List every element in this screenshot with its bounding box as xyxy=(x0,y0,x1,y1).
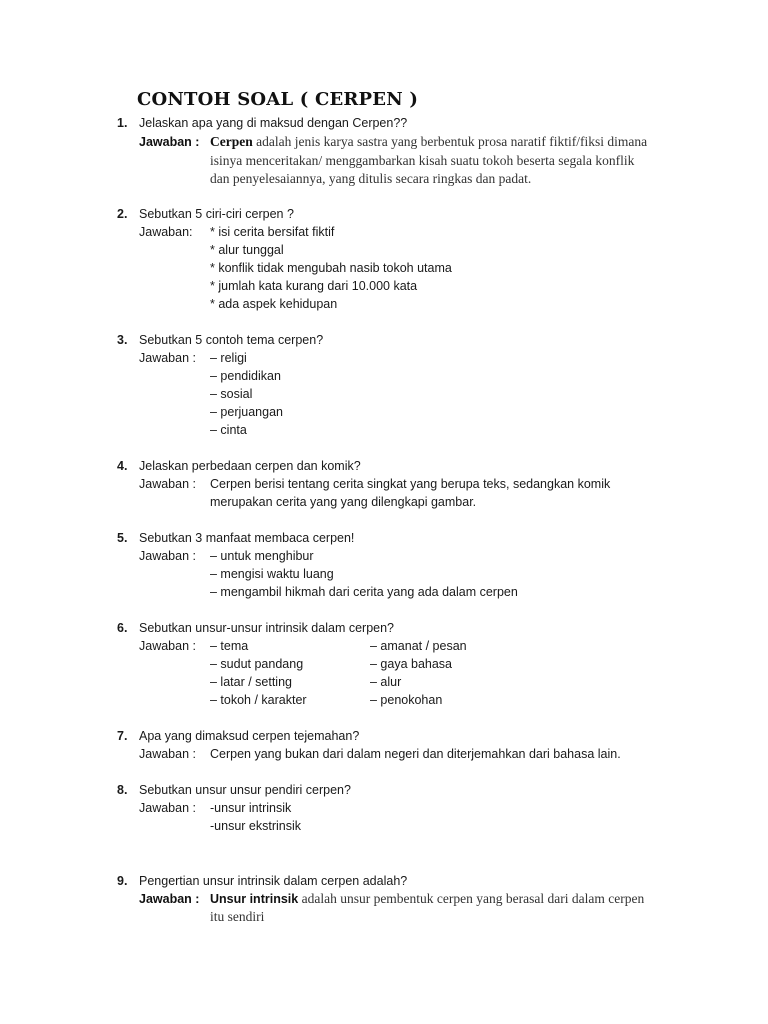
answer-item: – pendidikan xyxy=(210,369,281,383)
question-text: Jelaskan perbedaan cerpen dan komik? xyxy=(139,459,361,473)
question-number: 1. xyxy=(117,116,128,130)
answer-item: * jumlah kata kurang dari 10.000 kata xyxy=(210,279,418,293)
answer-item: – untuk menghibur xyxy=(210,549,314,563)
question-text: Jelaskan apa yang di maksud dengan Cerpen?? xyxy=(139,116,408,130)
answer-item: – mengambil hikmah dari cerita yang ada dalam cerpen xyxy=(210,585,518,599)
answer-item: – tema xyxy=(210,639,249,653)
question-number: 8. xyxy=(117,783,128,797)
answer-item: – latar / setting xyxy=(210,675,292,689)
question-number: 4. xyxy=(117,459,128,473)
answer-text xyxy=(210,891,644,907)
answer-item: * isi cerita bersifat fiktif xyxy=(210,225,335,239)
answer-line: dan penyelesaiannya, yang ditulis secara ringkas dan padat. xyxy=(210,171,532,186)
question-number: 7. xyxy=(117,729,128,743)
answer-item: – amanat / pesan xyxy=(370,639,467,653)
answer-label: Jawaban : xyxy=(139,892,200,906)
question-number: 2. xyxy=(117,207,128,221)
answer-line: merupakan cerita yang yang dilengkapi gambar. xyxy=(210,495,477,509)
question-text: Apa yang dimaksud cerpen tejemahan? xyxy=(139,729,360,743)
answer-label: Jawaban: xyxy=(139,225,193,239)
answer-label: Jawaban : xyxy=(139,477,196,491)
answer-item: – sudut pandang xyxy=(210,657,304,671)
answer-item: -unsur intrinsik xyxy=(210,801,292,815)
answer-line: Cerpen yang bukan dari dalam negeri dan diterjemahkan dari bahasa lain. xyxy=(210,747,621,761)
answer-item: -unsur ekstrinsik xyxy=(210,819,301,833)
question-text: Sebutkan 5 contoh tema cerpen? xyxy=(139,333,324,347)
question-number: 6. xyxy=(117,621,128,635)
answer-line: adalah unsur pembentuk cerpen yang berasal dari dalam cerpen xyxy=(301,891,645,906)
answer-line: isinya menceritakan/ menggambarkan kisah suatu tokoh beserta segala konflik xyxy=(210,153,635,168)
answer-item: – alur xyxy=(370,675,402,689)
answer-line: adalah jenis karya sastra yang berbentuk prosa naratif fiktif/fiksi dimana xyxy=(256,134,648,149)
answer-line: Cerpen berisi tentang cerita singkat yang berupa teks, sedangkan komik xyxy=(210,477,611,491)
question-number: 5. xyxy=(117,531,128,545)
answer-item: – tokoh / karakter xyxy=(210,693,307,707)
question-text: Sebutkan 3 manfaat membaca cerpen! xyxy=(139,531,355,545)
answer-term: Unsur intrinsik xyxy=(210,892,299,906)
answer-label: Jawaban : xyxy=(139,351,196,365)
answer-term: Cerpen xyxy=(210,134,253,149)
page-title: CONTOH SOAL ( CERPEN ) xyxy=(137,89,419,110)
question-number: 3. xyxy=(117,333,128,347)
answer-label: Jawaban : xyxy=(139,747,196,761)
answer-line: itu sendiri xyxy=(210,909,265,924)
question-number: 9. xyxy=(117,874,128,888)
answer-label: Jawaban : xyxy=(139,549,196,563)
answer-text xyxy=(210,134,647,150)
answer-item: – cinta xyxy=(210,423,247,437)
answer-item: * konflik tidak mengubah nasib tokoh utama xyxy=(210,261,452,275)
answer-item: – sosial xyxy=(210,387,253,401)
question-text: Sebutkan 5 ciri-ciri cerpen ? xyxy=(139,207,294,221)
answer-item: * alur tunggal xyxy=(210,243,284,257)
answer-item: * ada aspek kehidupan xyxy=(210,297,338,311)
answer-item: – religi xyxy=(210,351,247,365)
answer-label: Jawaban : xyxy=(139,135,200,149)
question-text: Sebutkan unsur unsur pendiri cerpen? xyxy=(139,783,351,797)
answer-item: – gaya bahasa xyxy=(370,657,453,671)
question-text: Pengertian unsur intrinsik dalam cerpen adalah? xyxy=(139,874,408,888)
answer-item: – perjuangan xyxy=(210,405,283,419)
answer-label: Jawaban : xyxy=(139,801,196,815)
answer-item: – penokohan xyxy=(370,693,443,707)
answer-label: Jawaban : xyxy=(139,639,196,653)
answer-item: – mengisi waktu luang xyxy=(210,567,334,581)
question-text: Sebutkan unsur-unsur intrinsik dalam cerpen? xyxy=(139,621,394,635)
